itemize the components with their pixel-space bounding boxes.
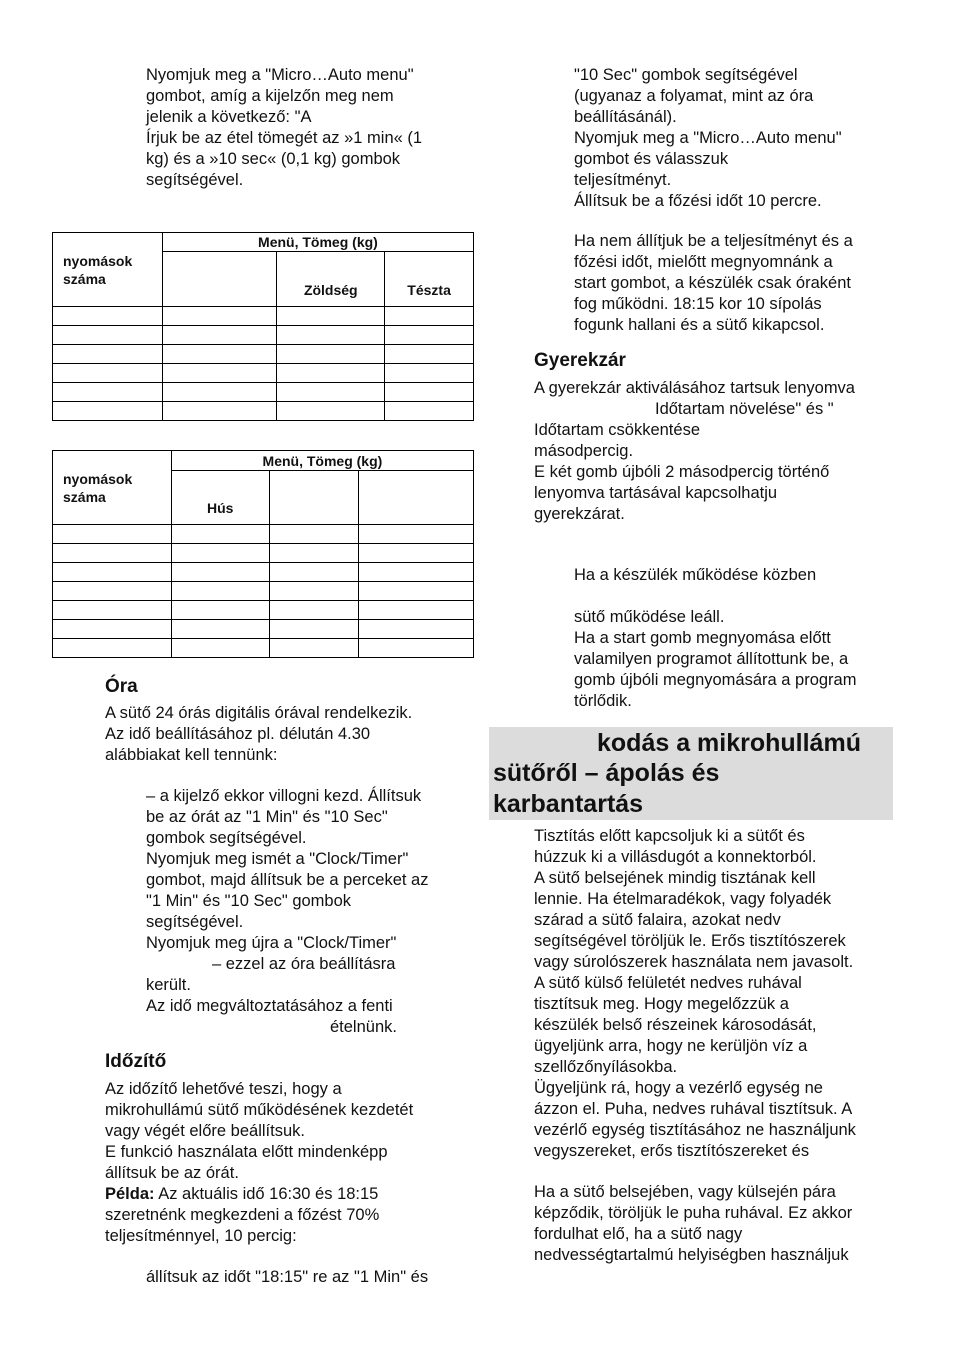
table1-group-header: Menü, Tömeg (kg) <box>162 233 473 252</box>
care-text-2: Ha a sütő belsejében, vagy külsején pára képződik, töröljük le puha ruhával. Ez akkor fordulhat elő, ha a sütő nagy nedvességtartalmú helyiségben használjuk <box>534 1183 853 1264</box>
table2-group-header: Menü, Tömeg (kg) <box>171 451 473 471</box>
heading-idozito: Időzítő <box>105 1051 167 1072</box>
menu-weight-table-2 <box>52 450 474 658</box>
timer-note: Ha nem állítjuk be a teljesítményt és a főzési időt, mielőtt megnyomnánk a start gombot, a készülék csak óraként fog működni. 18:15 kor 10 sípolás fogunk hallani és a sütő kikapcsol. <box>574 232 853 334</box>
table-row <box>53 601 474 620</box>
menu-weight-table-1 <box>52 232 474 421</box>
stop-note: Ha a készülék működése közben sütő működése leáll. Ha a start gomb megnyomása előtt valamilyen programot állítottunk be, a gomb újbóli megnyomására a program törlődik. <box>574 566 857 710</box>
ora-steps: – a kijelző ekkor villogni kezd. Állítsuk be az órát az "1 Min" és "10 Sec" gombok segítségével. Nyomjuk meg ismét a "Clock/Timer" gombot, majd állítsuk be a perceket az "1 Min" és "10 Sec" gombok segítségével. Nyomjuk meg újra a "Clock/Timer" – ezzel az óra beállításra került. Az idő megváltoztatásához a fenti ételnünk. <box>146 787 429 1036</box>
table1-col-teszta: Tészta <box>385 252 474 307</box>
table2-col-hus: Hús <box>171 471 269 525</box>
right-top-text: "10 Sec" gombok segítségével (ugyanaz a folyamat, mint az óra beállításánál). Nyomjuk meg a "Micro…Auto menu" gombot és válasszuk teljesítményt. Állítsuk be a főzési időt 10 percre. <box>574 66 842 210</box>
table-row <box>53 345 474 364</box>
table2-row-header: nyomások száma <box>53 451 172 525</box>
table-row <box>53 326 474 345</box>
table-row <box>53 620 474 639</box>
table-row <box>53 525 474 544</box>
gyerekzar-text: A gyerekzár aktiválásához tartsuk lenyomva Időtartam növelése" és " Időtartam csökkentése másodpercig. E két gomb újbóli 2 másodpercig történő lenyomva tartásával kapcsolhatju gyerekzárat. <box>534 379 855 523</box>
table-row <box>53 383 474 402</box>
heading-ora: Óra <box>105 676 138 697</box>
table-row <box>53 307 474 326</box>
table-row <box>53 364 474 383</box>
table-row <box>53 544 474 563</box>
table1-row-header: nyomások száma <box>53 233 163 307</box>
table-row <box>53 582 474 601</box>
idozito-last-line: állítsuk az időt "18:15" re az "1 Min" és <box>146 1268 429 1286</box>
idozito-text: Az időzítő lehetővé teszi, hogy a mikrohullámú sütő működésének kezdetét vagy végét előre beállítsuk. E funkció használata előtt mindenképp állítsuk be az órát. Példa: Az aktuális idő 16:30 és 18:15 szeretnénk megkezdeni a főzést 70% teljesítménnyel, 10 percig: <box>105 1080 414 1245</box>
heading-gyerekzar: Gyerekzár <box>534 350 626 371</box>
section-banner: kodás a mikrohullámú sütőről – ápolás és karbantartás <box>489 727 893 820</box>
ora-intro: A sütő 24 órás digitális órával rendelkezik. Az idő beállításához pl. délután 4.30 alábbiakat kell tennünk: <box>105 704 413 764</box>
table-row <box>53 402 474 421</box>
left-intro: Nyomjuk meg a "Micro…Auto menu" gombot, amíg a kijelzőn meg nem jelenik a következő: "A Írjuk be az étel tömegét az »1 min« (1 kg) és a »10 sec« (0,1 kg) gombok segítségével. <box>146 66 423 189</box>
table-row <box>53 639 474 658</box>
table1-col-zoldseg: Zöldség <box>277 252 385 307</box>
care-text: Tisztítás előtt kapcsoljuk ki a sütőt és húzzuk ki a villásdugót a konnektorból. A sütő belsejének mindig tisztának kell lennie. Ha ételmaradékok, vagy folyadék szárad a sütő falaira, azokat nedv segítségével töröljük le. Erős tisztítószerek vagy súrolószerek használata nem javasolt. A sütő külső felületét nedves ruhával tisztítsuk meg. Hogy megelőzzük a készülék belső részeinek károsodását, ügyeljünk arra, hogy ne kerüljön víz a szellőzőnyílásokba. Ügyeljünk rá, hogy a vezérlő egység ne ázzon el. Puha, nedves ruhával tisztítsuk. A vezérlő egység tisztításához ne használjunk vegyszereket, erős tisztítószereket és <box>534 827 856 1160</box>
example-label: Példa: <box>105 1185 155 1203</box>
table-row <box>53 563 474 582</box>
